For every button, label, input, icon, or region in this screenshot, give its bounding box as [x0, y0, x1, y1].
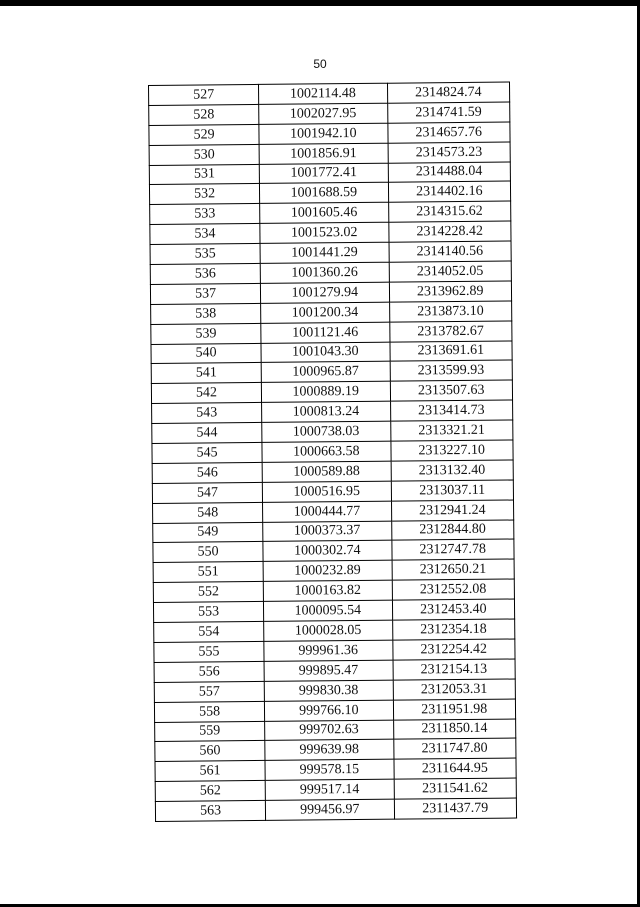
- point-id-cell: 531: [149, 164, 259, 185]
- x-coordinate-cell: 1000028.05: [264, 620, 393, 641]
- y-coordinate-cell: 2314140.56: [389, 241, 512, 262]
- y-coordinate-cell: 2313691.61: [389, 341, 512, 362]
- table-row: [153, 539, 514, 562]
- table-row: [154, 699, 515, 722]
- table-row: [150, 201, 511, 224]
- y-coordinate-cell: 2314488.04: [388, 162, 511, 183]
- x-coordinate-cell: 1001605.46: [260, 203, 389, 224]
- table-row: [149, 142, 510, 165]
- point-id-cell: 550: [153, 542, 263, 563]
- y-coordinate-cell: 2312354.18: [392, 619, 515, 640]
- page-number: 50: [313, 57, 327, 71]
- x-coordinate-cell: 1001942.10: [259, 123, 388, 144]
- table-row: [152, 440, 513, 463]
- x-coordinate-cell: 1001121.46: [261, 322, 390, 343]
- table-row: [149, 181, 510, 204]
- table-row: [151, 341, 512, 364]
- table-row: [155, 778, 516, 801]
- table-row: [151, 321, 512, 344]
- point-id-cell: 532: [149, 184, 259, 205]
- point-id-cell: 538: [151, 303, 261, 324]
- x-coordinate-cell: 999766.10: [265, 700, 394, 721]
- y-coordinate-cell: 2312747.78: [391, 539, 514, 560]
- point-id-cell: 561: [155, 761, 265, 782]
- table-row: [150, 241, 511, 264]
- y-coordinate-cell: 2311850.14: [393, 719, 516, 740]
- x-coordinate-cell: 1000232.89: [263, 561, 392, 582]
- y-coordinate-cell: 2312650.21: [392, 559, 515, 580]
- x-coordinate-cell: 1000965.87: [261, 362, 390, 383]
- table-row: [153, 520, 514, 543]
- table-row: [155, 719, 516, 742]
- x-coordinate-cell: 999830.38: [264, 680, 393, 701]
- table-row: [154, 639, 515, 662]
- y-coordinate-cell: 2314657.76: [387, 122, 510, 143]
- y-coordinate-cell: 2311951.98: [393, 699, 516, 720]
- point-id-cell: 555: [154, 641, 264, 662]
- table-row: [151, 301, 512, 324]
- table-row: [151, 360, 512, 383]
- x-coordinate-cell: 1000589.88: [262, 461, 391, 482]
- table-row: [152, 420, 513, 443]
- y-coordinate-cell: 2314402.16: [388, 181, 511, 202]
- table-row: [153, 579, 514, 602]
- table-row: [153, 500, 514, 523]
- y-coordinate-cell: 2313507.63: [390, 380, 513, 401]
- point-id-cell: 563: [155, 800, 265, 821]
- table-row: [149, 162, 510, 185]
- x-coordinate-cell: 1000738.03: [262, 421, 391, 442]
- scan-border-top: [0, 0, 640, 6]
- table-row: [153, 559, 514, 582]
- x-coordinate-cell: 999578.15: [265, 759, 394, 780]
- x-coordinate-cell: 1001360.26: [260, 262, 389, 283]
- point-id-cell: 536: [150, 263, 260, 284]
- table-row: [149, 122, 510, 145]
- y-coordinate-cell: 2312053.31: [393, 679, 516, 700]
- y-coordinate-cell: 2314228.42: [388, 221, 511, 242]
- y-coordinate-cell: 2313414.73: [390, 400, 513, 421]
- y-coordinate-cell: 2312941.24: [391, 500, 514, 521]
- coordinates-table-body: [149, 82, 517, 821]
- point-id-cell: 553: [153, 602, 263, 623]
- table-row: [154, 679, 515, 702]
- x-coordinate-cell: 1001043.30: [261, 342, 390, 363]
- point-id-cell: 551: [153, 562, 263, 583]
- point-id-cell: 547: [152, 482, 262, 503]
- point-id-cell: 537: [150, 283, 260, 304]
- y-coordinate-cell: 2312453.40: [392, 599, 515, 620]
- point-id-cell: 562: [155, 781, 265, 802]
- point-id-cell: 527: [149, 84, 259, 105]
- point-id-cell: 543: [152, 403, 262, 424]
- y-coordinate-cell: 2311644.95: [394, 758, 517, 779]
- x-coordinate-cell: 1000302.74: [263, 541, 392, 562]
- x-coordinate-cell: 1000889.19: [261, 382, 390, 403]
- table-row: [155, 758, 516, 781]
- y-coordinate-cell: 2314741.59: [387, 102, 510, 123]
- point-id-cell: 529: [149, 124, 259, 145]
- table-row: [154, 659, 515, 682]
- x-coordinate-cell: 1001200.34: [261, 302, 390, 323]
- point-id-cell: 559: [155, 721, 265, 742]
- point-id-cell: 540: [151, 343, 261, 364]
- table-row: [150, 261, 511, 284]
- x-coordinate-cell: 999639.98: [265, 740, 394, 761]
- y-coordinate-cell: 2313962.89: [389, 281, 512, 302]
- x-coordinate-cell: 1001856.91: [259, 143, 388, 164]
- table-row: [155, 798, 516, 821]
- point-id-cell: 533: [150, 204, 260, 225]
- point-id-cell: 530: [149, 144, 259, 165]
- y-coordinate-cell: 2312552.08: [392, 579, 515, 600]
- y-coordinate-cell: 2313037.11: [391, 480, 514, 501]
- point-id-cell: 556: [154, 661, 264, 682]
- x-coordinate-cell: 1000373.37: [263, 521, 392, 542]
- y-coordinate-cell: 2313132.40: [391, 460, 514, 481]
- y-coordinate-cell: 2314315.62: [388, 201, 511, 222]
- y-coordinate-cell: 2313599.93: [390, 360, 513, 381]
- y-coordinate-cell: 2313321.21: [390, 420, 513, 441]
- x-coordinate-cell: 1000813.24: [262, 401, 391, 422]
- table-row: [152, 480, 513, 503]
- point-id-cell: 541: [151, 363, 261, 384]
- point-id-cell: 549: [153, 522, 263, 543]
- x-coordinate-cell: 999456.97: [265, 799, 394, 820]
- table-row: [154, 619, 515, 642]
- x-coordinate-cell: 1000444.77: [263, 501, 392, 522]
- y-coordinate-cell: 2311541.62: [394, 778, 517, 799]
- y-coordinate-cell: 2311747.80: [393, 738, 516, 759]
- x-coordinate-cell: 1000663.58: [262, 441, 391, 462]
- y-coordinate-cell: 2314824.74: [387, 82, 510, 103]
- y-coordinate-cell: 2312844.80: [391, 520, 514, 541]
- x-coordinate-cell: 1001772.41: [259, 163, 388, 184]
- coordinates-table: [148, 82, 517, 822]
- y-coordinate-cell: 2312254.42: [392, 639, 515, 660]
- point-id-cell: 552: [153, 582, 263, 603]
- x-coordinate-cell: 1001441.29: [260, 242, 389, 263]
- point-id-cell: 539: [151, 323, 261, 344]
- y-coordinate-cell: 2313227.10: [390, 440, 513, 461]
- x-coordinate-cell: 1000095.54: [264, 600, 393, 621]
- point-id-cell: 558: [154, 701, 264, 722]
- x-coordinate-cell: 1002027.95: [259, 103, 388, 124]
- table-row: [152, 460, 513, 483]
- point-id-cell: 545: [152, 442, 262, 463]
- point-id-cell: 544: [152, 423, 262, 444]
- x-coordinate-cell: 1001523.02: [260, 222, 389, 243]
- point-id-cell: 560: [155, 741, 265, 762]
- point-id-cell: 557: [154, 681, 264, 702]
- point-id-cell: 535: [150, 244, 260, 265]
- point-id-cell: 542: [151, 383, 261, 404]
- table-row: [150, 281, 511, 304]
- point-id-cell: 534: [150, 224, 260, 245]
- y-coordinate-cell: 2313873.10: [389, 301, 512, 322]
- x-coordinate-cell: 1000516.95: [262, 481, 391, 502]
- y-coordinate-cell: 2313782.67: [389, 321, 512, 342]
- table-row: [149, 82, 510, 105]
- point-id-cell: 546: [152, 462, 262, 483]
- point-id-cell: 548: [153, 502, 263, 523]
- y-coordinate-cell: 2314052.05: [389, 261, 512, 282]
- table-row: [155, 738, 516, 761]
- table-row: [150, 221, 511, 244]
- x-coordinate-cell: 999961.36: [264, 640, 393, 661]
- point-id-cell: 528: [149, 104, 259, 125]
- y-coordinate-cell: 2314573.23: [388, 142, 511, 163]
- point-id-cell: 554: [154, 621, 264, 642]
- x-coordinate-cell: 1000163.82: [263, 580, 392, 601]
- table-row: [151, 380, 512, 403]
- y-coordinate-cell: 2311437.79: [394, 798, 517, 819]
- x-coordinate-cell: 1002114.48: [259, 83, 388, 104]
- x-coordinate-cell: 999702.63: [265, 720, 394, 741]
- x-coordinate-cell: 1001688.59: [260, 183, 389, 204]
- table-row: [153, 599, 514, 622]
- x-coordinate-cell: 1001279.94: [261, 282, 390, 303]
- table-row: [149, 102, 510, 125]
- x-coordinate-cell: 999895.47: [264, 660, 393, 681]
- table-row: [152, 400, 513, 423]
- x-coordinate-cell: 999517.14: [265, 779, 394, 800]
- y-coordinate-cell: 2312154.13: [393, 659, 516, 680]
